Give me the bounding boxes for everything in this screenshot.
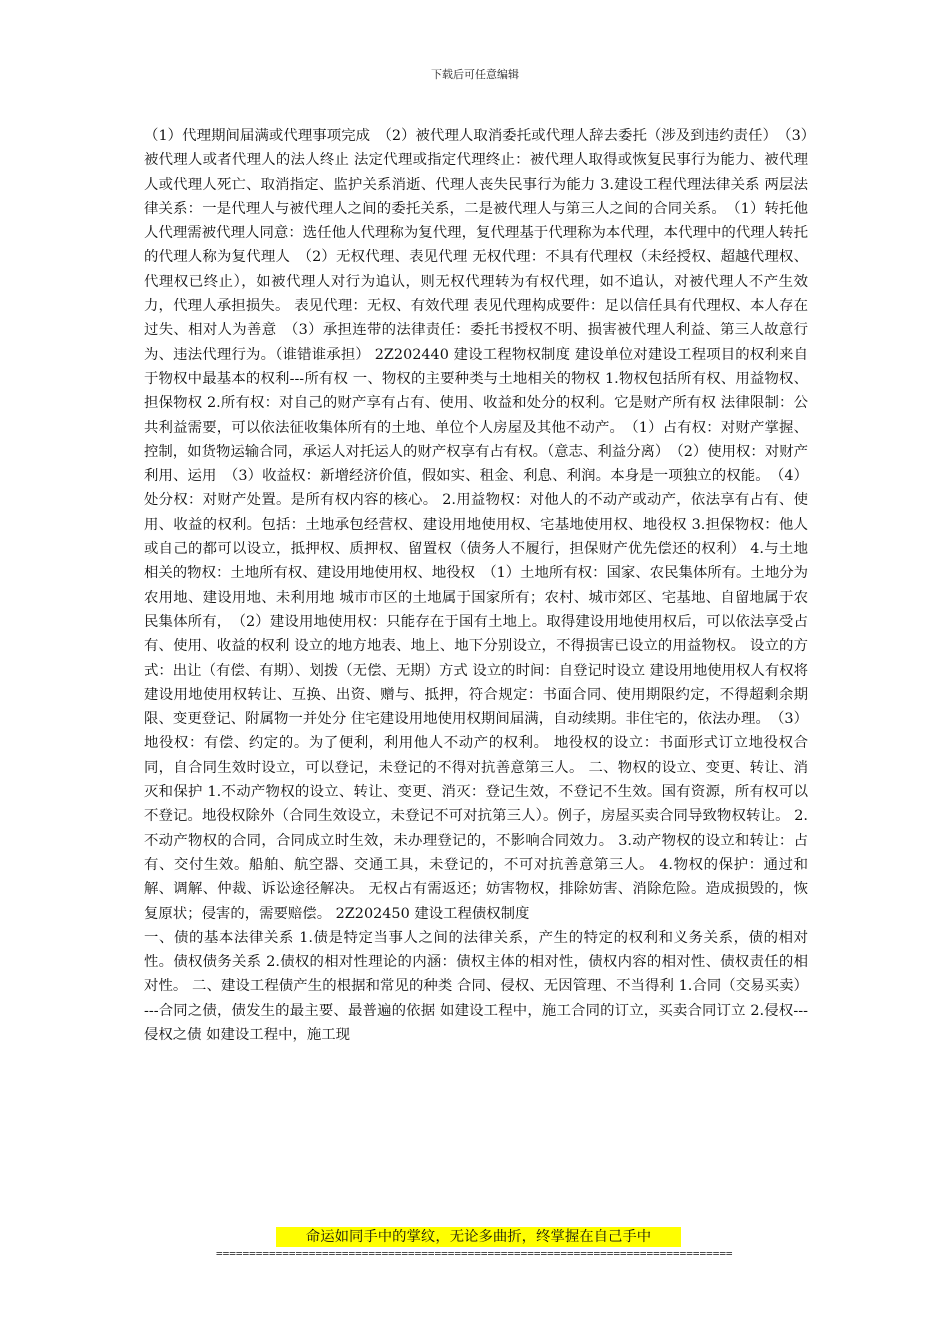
body-paragraph: 一、债的基本法律关系 1.债是特定当事人之间的法律关系，产生的特定的权利和义务关系，债的相对性。债权债务关系 2.债权的相对性理论的内涵：债权主体的相对性，债权内容的相对性、债权责任的相对性。 二、建设工程债产生的根据和常见的种类 合同、侵权、无因管理、不当得利 1.合同（交易买卖）---合同之债，债发生的最主要、最普遍的依据 如建设工程中，施工合同的订立，买卖合同订立 2.侵权---侵权之债 如建设工程中，施工现 (144, 929, 808, 1043)
document-body (144, 124, 808, 1047)
footer-divider: ============================================================================== (216, 1247, 733, 1260)
body-paragraph: （1）代理期间届满或代理事项完成 （2）被代理人取消委托或代理人辞去委托（涉及到违约责任） （3）被代理人或者代理人的法人终止 法定代理或指定代理终止：被代理人取得或恢复民事行为能力、被代理人或代理人死亡、取消指定、监护关系消逝、代理人丧失民事行为能力 3.建设工程代理法律关系 两层法律关系：一是代理人与被代理人之间的委托关系，二是被代理人与第三人之间的合同关系。 （1）转托他人代理需被代理人同意：选任他人代理称为复代理，复代理基于代理称为本代理，本代理中的代理人转托的代理人称为复代理人 （2）无权代理、表见代理 无权代理：不具有代理权（未经授权、超越代理权、代理权已终止），如被代理人对行为追认，则无权代理转为有权代理，如不追认，对被代理人不产生效力，代理人承担损失。 表见代理：无权、有效代理 表见代理构成要件：足以信任具有代理权、本人存在过失、相对人为善意 （3）承担连带的法律责任：委托书授权不明、损害被代理人利益、第三人故意行为、违法代理行为。（谁错谁承担） 2Z202440 建设工程物权制度 建设单位对建设工程项目的权利来自于物权中最基本的权利---所有权 一、物权的主要种类与土地相关的物权 1.物权包括所有权、用益物权、担保物权 2.所有权：对自己的财产享有占有、使用、收益和处分的权利。它是财产所有权 法律限制：公共利益需要，可以依法征收集体所有的土地、单位个人房屋及其他不动产。 （1）占有权：对财产掌握、控制，如货物运输合同，承运人对托运人的财产权享有占有权。（意志、利益分离） （2）使用权：对财产利用、运用 （3）收益权：新增经济价值，假如实、租金、利息、利润。本身是一项独立的权能。 （4）处分权：对财产处置。是所有权内容的核心。 2.用益物权：对他人的不动产或动产，依法享有占有、使用、收益的权利。包括：土地承包经营权、建设用地使用权、宅基地使用权、地役权 3.担保物权：他人或自己的都可以设立，抵押权、质押权、留置权（债务人不履行，担保财产优先偿还的权利） 4.与土地相关的物权：土地所有权、建设用地使用权、地役权 （1）土地所有权：国家、农民集体所有。土地分为农用地、建设用地、未利用地 城市市区的土地属于国家所有；农村、城市郊区、宅基地、自留地属于农民集体所有， （2）建设用地使用权：只能存在于国有土地上。取得建设用地使用权后，可以依法享受占有、使用、收益的权利 设立的地方地表、地上、地下分别设立，不得损害已设立的用益物权。 设立的方式：出让（有偿、有期）、划拨（无偿、无期）方式 设立的时间：自登记时设立 建设用地使用权人有权将建设用地使用权转让、互换、出资、赠与、抵押，符合规定：书面合同、使用期限约定，不得超剩余期限、变更登记、附属物一并处分 住宅建设用地使用权期间届满，自动续期。非住宅的，依法办理。 （3）地役权：有偿、约定的。为了便利，利用他人不动产的权利。 地役权的设立：书面形式订立地役权合同，自合同生效时设立，可以登记，未登记的不得对抗善意第三人。 二、物权的设立、变更、转让、消灭和保护 1.不动产物权的设立、转让、变更、消灭：登记生效，不登记不生效。国有资源，所有权可以不登记。地役权除外（合同生效设立，未登记不可对抗第三人）。例子，房屋买卖合同导致物权转让。 2.不动产物权的合同，合同成立时生效，未办理登记的，不影响合同效力。 3.动产物权的设立和转让：占有、交付生效。船舶、航空器、交通工具，未登记的，不可对抗善意第三人。 4.物权的保护：通过和解、调解、仲裁、诉讼途径解决。 无权占有需返还；妨害物权，排除妨害、消除危险。造成损毁的，恢复原状；侵害的，需要赔偿。 2Z202450 建设工程债权制度 (144, 128, 808, 922)
footer-motto: 命运如同手中的掌纹，无论多曲折，终掌握在自己手中 (276, 1227, 681, 1247)
page-header-note: 下载后可任意编辑 (431, 68, 519, 81)
